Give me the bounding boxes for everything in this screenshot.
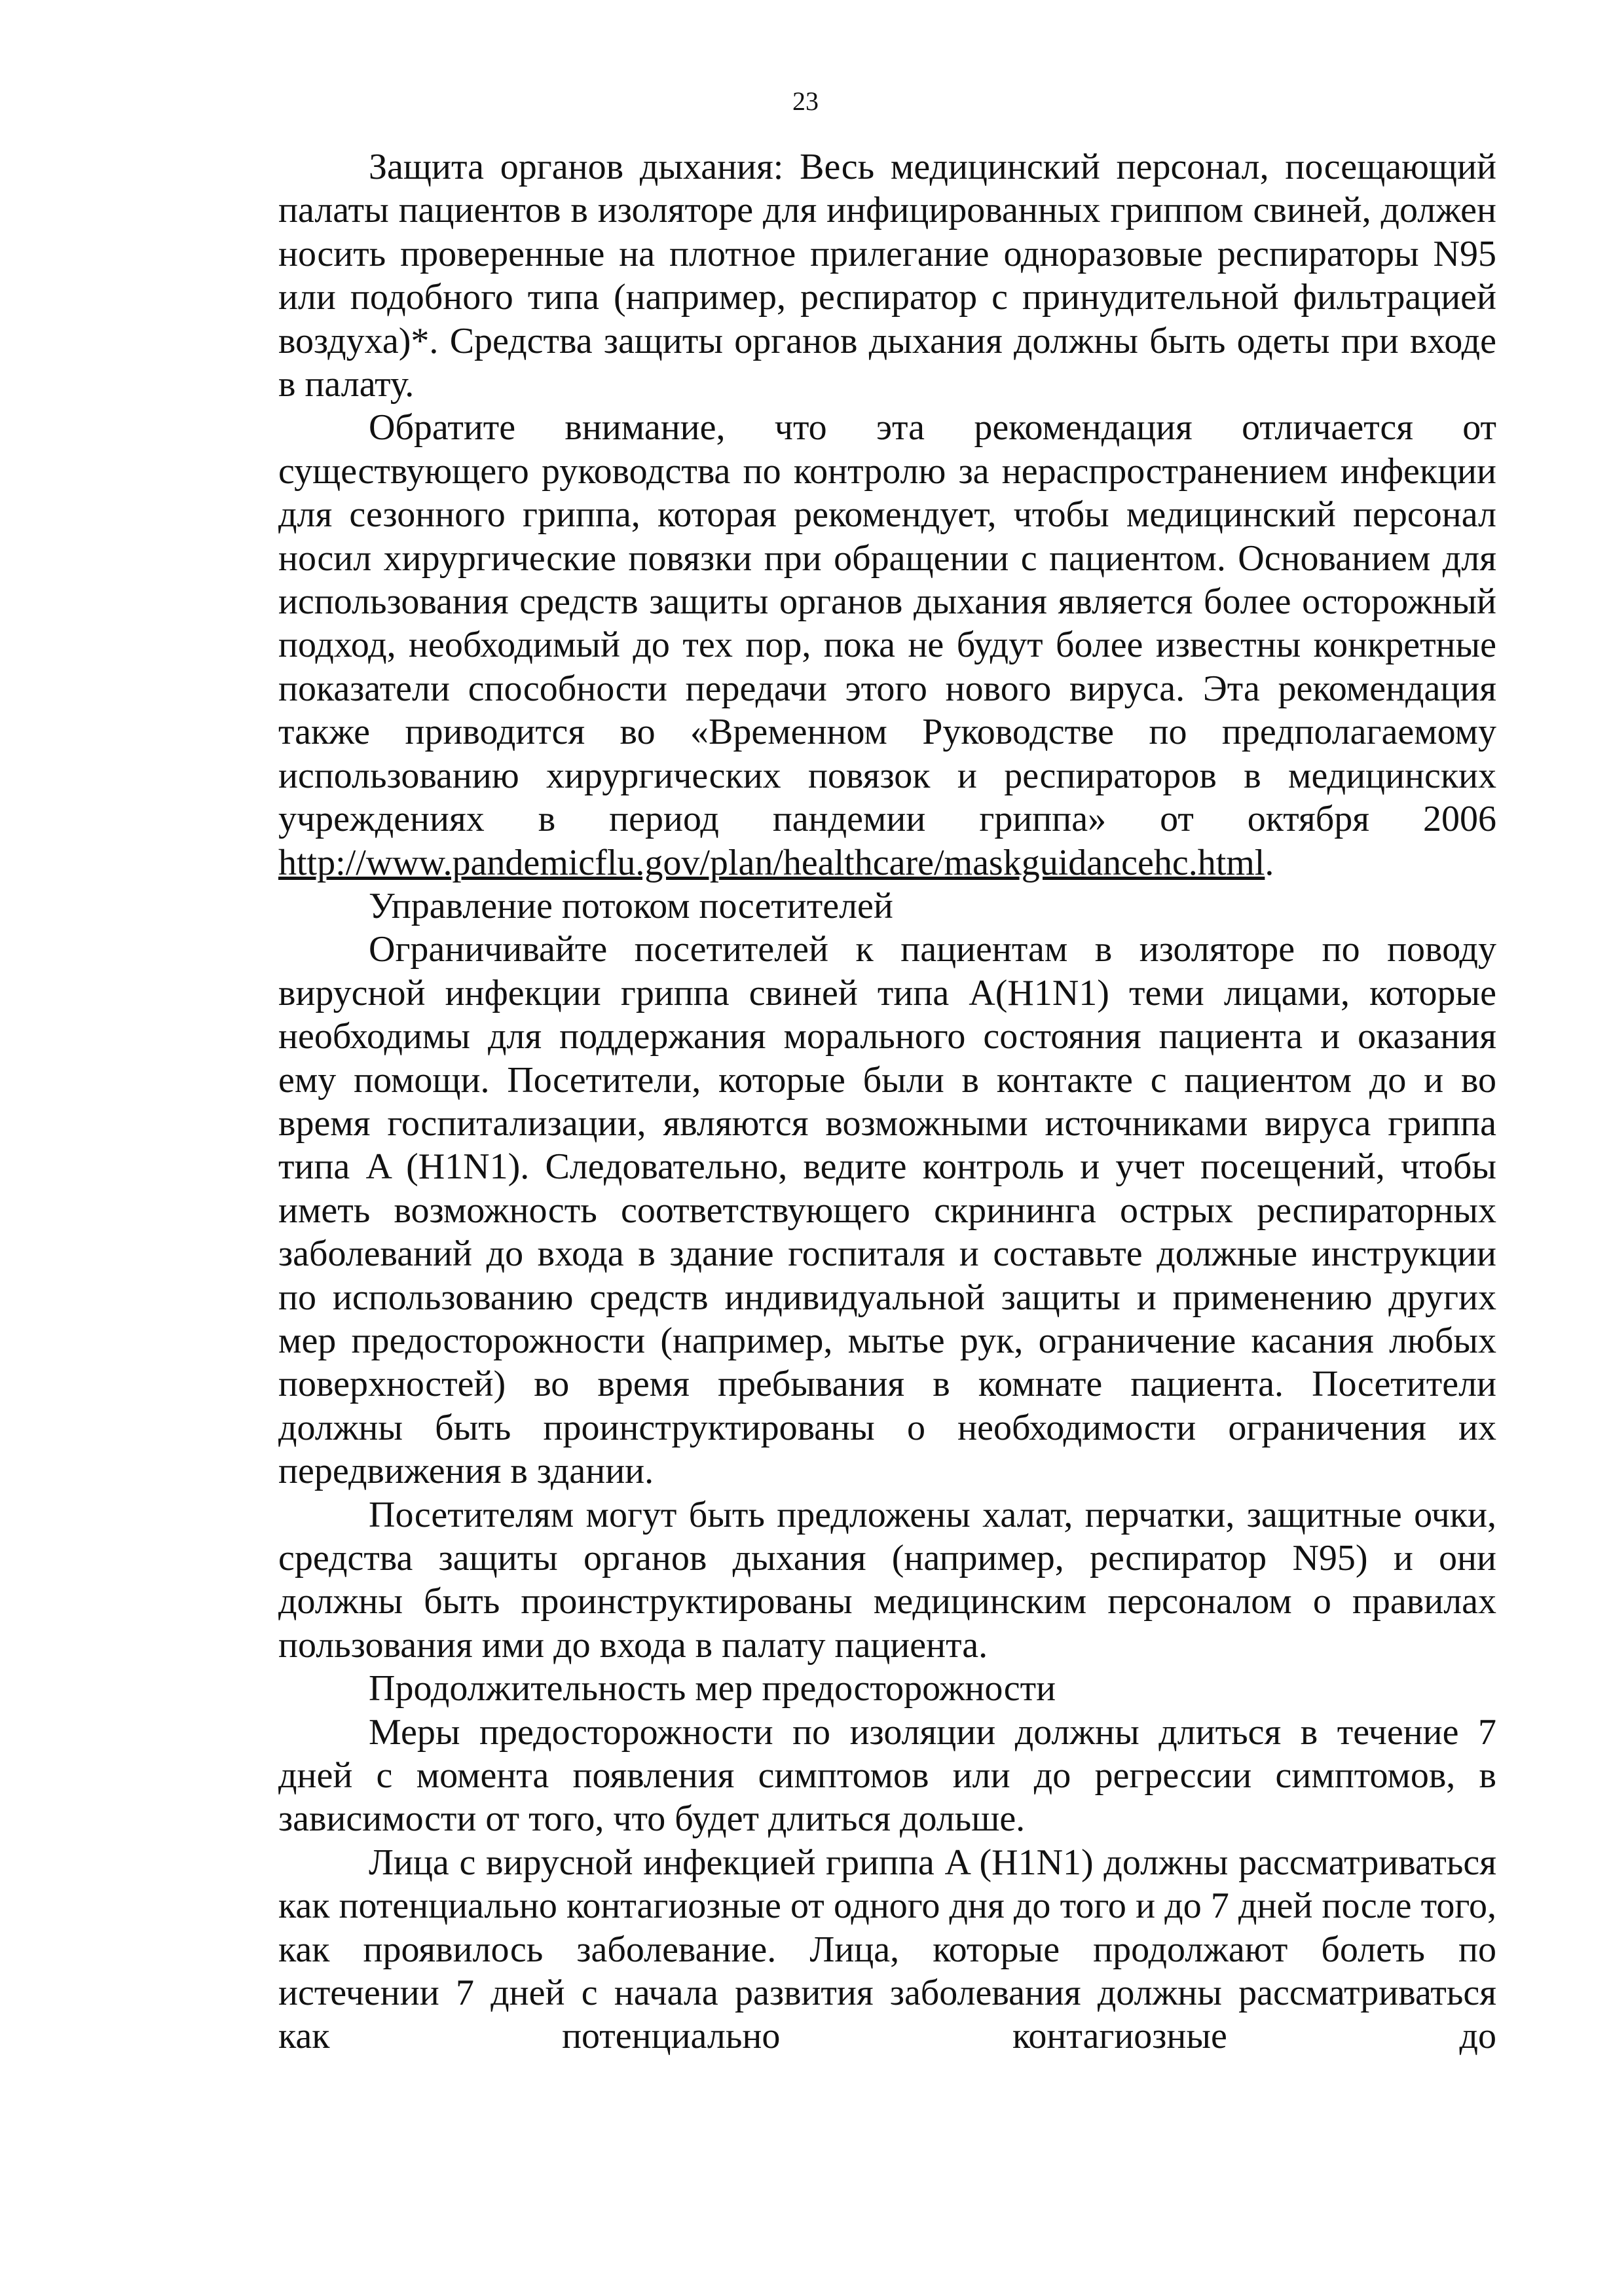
paragraph-recommendation-note [278, 406, 1496, 884]
heading-precaution-duration: Продолжительность мер предосторожности [369, 1668, 1056, 1709]
paragraph-contagious-period: Лица с вирусной инфекцией гриппа A (H1N1) должны рассматриваться как потенциально контагиозные от одного дня до того и до 7 дней после того, как проявилось заболевание. Лица, которые продолжают болеть по истечении 7 дней с начала развития заболевания должны рассматриваться как потенциально контагиозные до [278, 1842, 1496, 2057]
paragraph-respiratory-protection: Защита органов дыхания: Весь медицинский персонал, посещающий палаты пациентов в изоляторе для инфицированных гриппом свиней, должен носить проверенные на плотное прилегание одноразовые респираторы N95 или подобного типа (например, респиратор с принудительной фильтрацией воздуха)*. Средства защиты органов дыхания должны быть одеты при входе в палату. [278, 147, 1496, 405]
document-body [278, 145, 1496, 2058]
mask-guidance-link[interactable]: http://www.pandemicflu.gov/plan/healthcare/maskguidancehc.html [278, 842, 1265, 883]
paragraph-recommendation-end: . [1265, 842, 1274, 883]
heading-visitor-management: Управление потоком посетителей [369, 885, 893, 926]
paragraph-visitor-restrictions: Ограничивайте посетителей к пациентам в изоляторе по поводу вирусной инфекции гриппа свиней типа A(H1N1) теми лицами, которые необходимы для поддержания морального состояния пациента и оказания ему помощи. Посетители, которые были в контакте с пациентом до и во время госпитализации, являются возможными источниками вируса гриппа типа A (H1N1). Следовательно, ведите контроль и учет посещений, чтобы иметь возможность соответствующего скрининга острых респираторных заболеваний до входа в здание госпиталя и составьте должные инструкции по использованию средств индивидуальной защиты и применению других мер предосторожности (например, мытье рук, ограничение касания любых поверхностей) во время пребывания в комнате пациента. Посетители должны быть проинструктированы о необходимости ограничения их передвижения в здании. [278, 929, 1496, 1492]
page-number: 23 [792, 86, 819, 116]
paragraph-isolation-duration: Меры предосторожности по изоляции должны длиться в течение 7 дней с момента появления симптомов или до регрессии симптомов, в зависимости от того, что будет длиться дольше. [278, 1711, 1496, 1840]
paragraph-visitor-ppe: Посетителям могут быть предложены халат, перчатки, защитные очки, средства защиты органов дыхания (например, респиратор N95) и они должны быть проинструктированы медицинским персоналом о правилах пользования ими до входа в палату пациента. [278, 1494, 1496, 1666]
paragraph-recommendation-text: Обратите внимание, что эта рекомендация отличается от существующего руководства по контролю за нераспространением инфекции для сезонного гриппа, которая рекомендует, чтобы медицинский персонал носил хирургические повязки при обращении с пациентом. Основанием для использования средств защиты органов дыхания является более осторожный подход, необходимый до тех пор, пока не будут более известны конкретные показатели способности передачи этого нового вируса. Эта рекомендация также приводится во «Временном Руководстве по предполагаемому использованию хирургических повязок и респираторов в медицинских учреждениях в период пандемии гриппа» от октября 2006 [278, 407, 1496, 840]
